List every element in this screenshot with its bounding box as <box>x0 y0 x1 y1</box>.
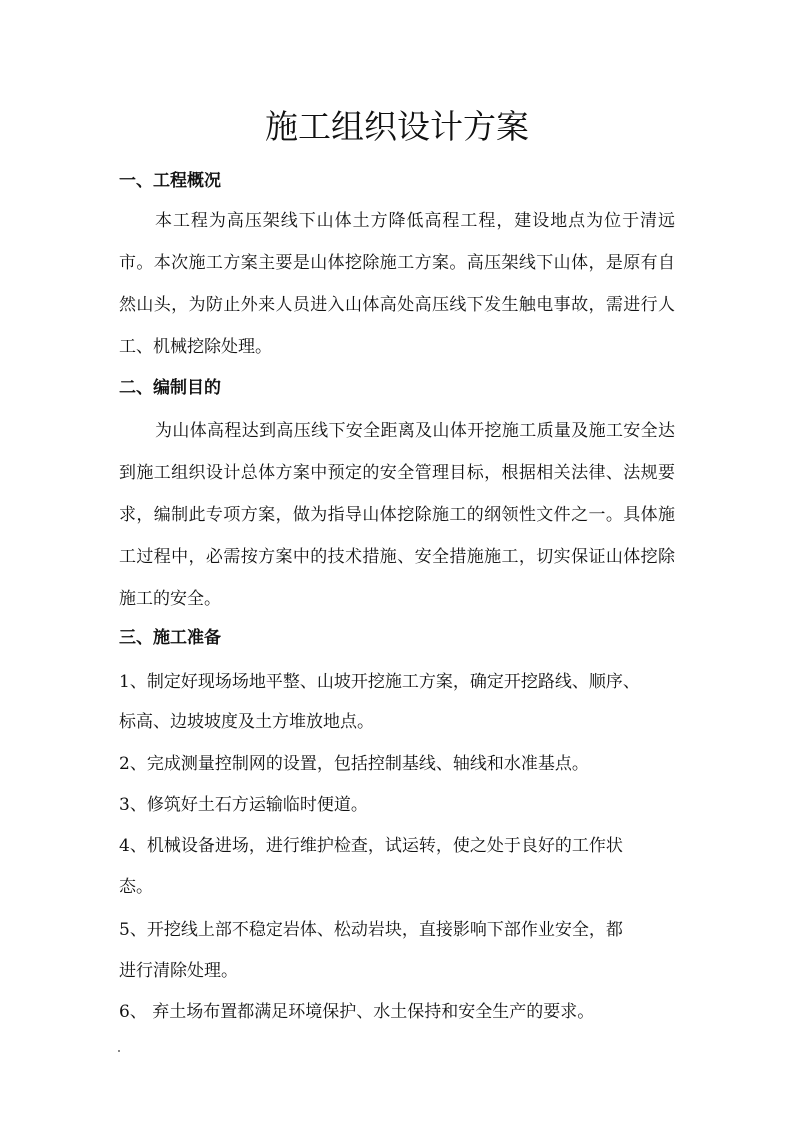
preparation-item-line: 1、制定好现场场地平整、山坡开挖施工方案，确定开挖路线、顺序、 <box>119 672 640 692</box>
preparation-item-line: 2、完成测量控制网的设置，包括控制基线、轴线和水准基点。 <box>119 754 589 774</box>
preparation-item-line: 态。 <box>119 877 153 897</box>
page-speck <box>118 1050 120 1052</box>
preparation-item-line: 进行清除处理。 <box>119 961 238 981</box>
section-heading-purpose: 二、编制目的 <box>119 378 221 398</box>
section-paragraph-overview: 本工程为高压架线下山体土方降低高程工程，建设地点为位于清远市。本次施工方案主要是山体挖除施工方案。高压架线下山体，是原有自然山头，为防止外来人员进入山体高处高压线下发生触电事故，需进行人工、机械挖除处理。 <box>119 211 675 357</box>
preparation-item-line: 5、开挖线上部不稳定岩体、松动岩块，直接影响下部作业安全，都 <box>119 920 623 940</box>
section-heading-overview: 一、工程概况 <box>119 171 221 191</box>
preparation-item-line: 3、修筑好土石方运输临时便道。 <box>119 795 368 815</box>
document-title: 施工组织设计方案 <box>265 107 529 146</box>
section-paragraph-purpose: 为山体高程达到高压线下安全距离及山体开挖施工质量及施工安全达到施工组织设计总体方案中预定的安全管理目标，根据相关法律、法规要求，编制此专项方案，做为指导山体挖除施工的纲领性文件之一。具体施工过程中，必需按方案中的技术措施、安全措施施工，切实保证山体挖除施工的安全。 <box>119 421 675 609</box>
preparation-item-line: 4、机械设备进场，进行维护检查，试运转，使之处于良好的工作状 <box>119 836 623 856</box>
preparation-item-line: 标高、边坡坡度及土方堆放地点。 <box>119 712 374 732</box>
preparation-item-line: 6、 弃土场布置都满足环境保护、水土保持和安全生产的要求。 <box>119 1002 595 1022</box>
section-heading-preparation: 三、施工准备 <box>119 628 221 648</box>
